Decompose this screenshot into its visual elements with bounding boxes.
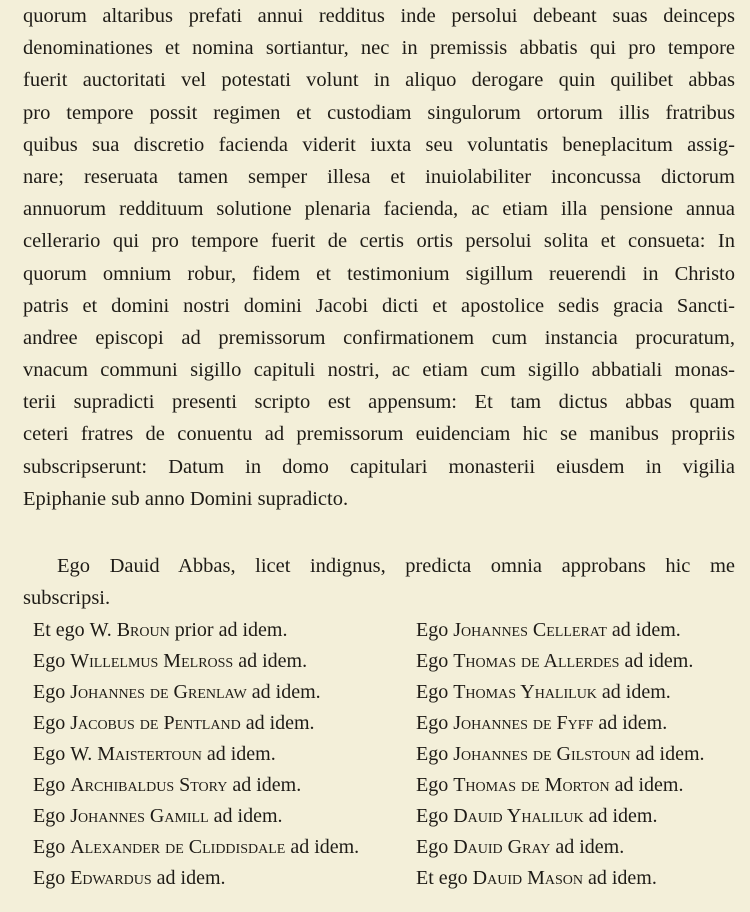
signature-name: W. Broun bbox=[89, 619, 170, 641]
signature-prefix: Ego bbox=[416, 650, 449, 672]
signature-suffix: ad idem. bbox=[245, 712, 315, 734]
signature-name: Dauid Mason bbox=[472, 867, 583, 889]
signature-name: Edwardus bbox=[70, 867, 152, 889]
body-line: ceteri fratres de conuentu ad premissorum euidenciam hic se manibus propriis bbox=[23, 423, 735, 446]
body-line: quorum omnium robur, fidem et testimonium sigillum reuerendi in Christo bbox=[23, 262, 735, 285]
signature-left bbox=[33, 801, 283, 832]
body-line: pro tempore possit regimen et custodiam singulorum ortorum illis fratribus bbox=[23, 101, 735, 124]
signature-prefix: Ego bbox=[33, 681, 66, 703]
signature-suffix: ad idem. bbox=[635, 743, 705, 765]
signature-prefix: Ego bbox=[416, 774, 449, 796]
signature-name: Thomas de Morton bbox=[453, 774, 610, 796]
signature-right bbox=[416, 646, 693, 677]
signature-left bbox=[33, 863, 226, 894]
signature-name: Johannes Gamill bbox=[70, 805, 209, 827]
signature-name: Johannes de Fyff bbox=[453, 712, 594, 734]
signature-suffix: ad idem. bbox=[232, 774, 302, 796]
signature-prefix: Ego bbox=[33, 743, 66, 765]
signature-suffix: ad idem. bbox=[624, 650, 694, 672]
body-line: terii supradicti presenti scripto est appensum: Et tam dictus abbas quam bbox=[23, 391, 735, 414]
signature-suffix: ad idem. bbox=[598, 712, 668, 734]
signature-name: Archibaldus Story bbox=[70, 774, 228, 796]
signature-suffix: ad idem. bbox=[238, 650, 308, 672]
signature-left bbox=[33, 739, 276, 770]
signature-right bbox=[416, 615, 681, 646]
signature-row bbox=[23, 708, 735, 739]
signature-suffix: ad idem. bbox=[251, 681, 321, 703]
signature-row bbox=[23, 677, 735, 708]
signature-row bbox=[23, 646, 735, 677]
charter-body bbox=[23, 0, 735, 515]
signature-prefix: Ego bbox=[33, 712, 66, 734]
body-line: quibus sua discretio facienda viderit iuxta seu voluntatis beneplacitum assig- bbox=[23, 133, 735, 156]
body-line: nare; reseruata tamen semper illesa et inuiolabiliter inconcussa dictorum bbox=[23, 165, 735, 188]
signature-name: Johannes Cellerat bbox=[453, 619, 607, 641]
body-line: vnacum communi sigillo capituli nostri, ac etiam cum sigillo abbatiali monas- bbox=[23, 359, 735, 382]
signature-prefix: Ego bbox=[416, 619, 449, 641]
signature-prefix: Ego bbox=[416, 836, 449, 858]
signature-prefix: Ego bbox=[416, 681, 449, 703]
signature-name: Alexander de Cliddisdale bbox=[70, 836, 286, 858]
body-line: annuorum reddituum solutione plenaria facienda, ac etiam illa pensione annua bbox=[23, 198, 735, 221]
signature-prefix: Et ego bbox=[416, 867, 468, 889]
abbot-subscription bbox=[23, 550, 735, 614]
signature-row bbox=[23, 832, 735, 863]
signature-right bbox=[416, 801, 657, 832]
body-line: denominationes et nomina sortiantur, nec in premissis abbatis qui pro tempore bbox=[23, 37, 735, 60]
signature-left bbox=[33, 646, 307, 677]
signature-right bbox=[416, 832, 624, 863]
signature-name: Dauid Yhaliluk bbox=[453, 805, 584, 827]
signature-suffix: ad idem. bbox=[555, 836, 625, 858]
signature-suffix: ad idem. bbox=[206, 743, 276, 765]
signature-prefix: Ego bbox=[33, 836, 66, 858]
signature-name: Willelmus Melross bbox=[70, 650, 234, 672]
signature-name: Dauid Gray bbox=[453, 836, 551, 858]
signature-prefix: Ego bbox=[416, 712, 449, 734]
body-line: fuerit auctoritati vel potestati volunt in aliquo derogare quin quilibet abbas bbox=[23, 69, 735, 92]
signature-name: W. Maistertoun bbox=[70, 743, 202, 765]
signature-right bbox=[416, 739, 705, 770]
signature-left bbox=[33, 708, 315, 739]
body-line: quorum altaribus prefati annui redditus inde persolui debeant suas deinceps bbox=[23, 5, 735, 27]
signature-left bbox=[33, 677, 321, 708]
body-line: subscripserunt: Datum in domo capitulari monasterii eiusdem in vigilia bbox=[23, 455, 735, 478]
body-line: cellerario qui pro tempore fuerit de certis ortis persolui solita et consueta: In bbox=[23, 230, 735, 253]
abbot-subscription-line: Ego Dauid Abbas, licet indignus, predicta omnia approbans hic me bbox=[57, 555, 735, 577]
signature-right bbox=[416, 708, 667, 739]
signature-prefix: Ego bbox=[33, 867, 66, 889]
signature-row bbox=[23, 801, 735, 832]
signature-row bbox=[23, 770, 735, 801]
signature-suffix: ad idem. bbox=[290, 836, 360, 858]
signature-right bbox=[416, 770, 683, 801]
signature-prefix: Ego bbox=[416, 805, 449, 827]
signature-right bbox=[416, 677, 671, 708]
signature-suffix: ad idem. bbox=[611, 619, 681, 641]
abbot-subscription-line: subscripsi. bbox=[23, 587, 111, 610]
signature-suffix: ad idem. bbox=[601, 681, 671, 703]
signature-prefix: Ego bbox=[33, 774, 66, 796]
signature-name: Thomas de Allerdes bbox=[453, 650, 620, 672]
signature-prefix: Ego bbox=[416, 743, 449, 765]
signature-prefix: Ego bbox=[33, 805, 66, 827]
signature-name: Johannes de Gilstoun bbox=[453, 743, 631, 765]
signature-name: Thomas Yhaliluk bbox=[453, 681, 597, 703]
signature-name: Johannes de Grenlaw bbox=[70, 681, 247, 703]
signature-suffix: prior ad idem. bbox=[174, 619, 288, 641]
signature-name: Jacobus de Pentland bbox=[70, 712, 241, 734]
signature-suffix: ad idem. bbox=[588, 805, 658, 827]
signature-suffix: ad idem. bbox=[614, 774, 684, 796]
signature-left bbox=[33, 770, 301, 801]
signature-prefix: Ego bbox=[33, 650, 66, 672]
body-line: Epiphanie sub anno Domini supradicto. bbox=[23, 487, 349, 510]
signature-list bbox=[23, 615, 735, 894]
signature-left bbox=[33, 832, 359, 863]
body-line: patris et domini nostri domini Jacobi dicti et apostolice sedis gracia Sancti- bbox=[23, 294, 735, 317]
signature-row bbox=[23, 739, 735, 770]
signature-suffix: ad idem. bbox=[213, 805, 283, 827]
signature-suffix: ad idem. bbox=[156, 867, 226, 889]
signature-suffix: ad idem. bbox=[588, 867, 657, 889]
body-line: andree episcopi ad premissorum confirmationem cum instancia procuratum, bbox=[23, 326, 735, 349]
signature-row bbox=[23, 863, 735, 894]
signature-right bbox=[416, 863, 657, 894]
signature-left bbox=[33, 615, 287, 646]
signature-row bbox=[23, 615, 735, 646]
signature-prefix: Et ego bbox=[33, 619, 85, 641]
